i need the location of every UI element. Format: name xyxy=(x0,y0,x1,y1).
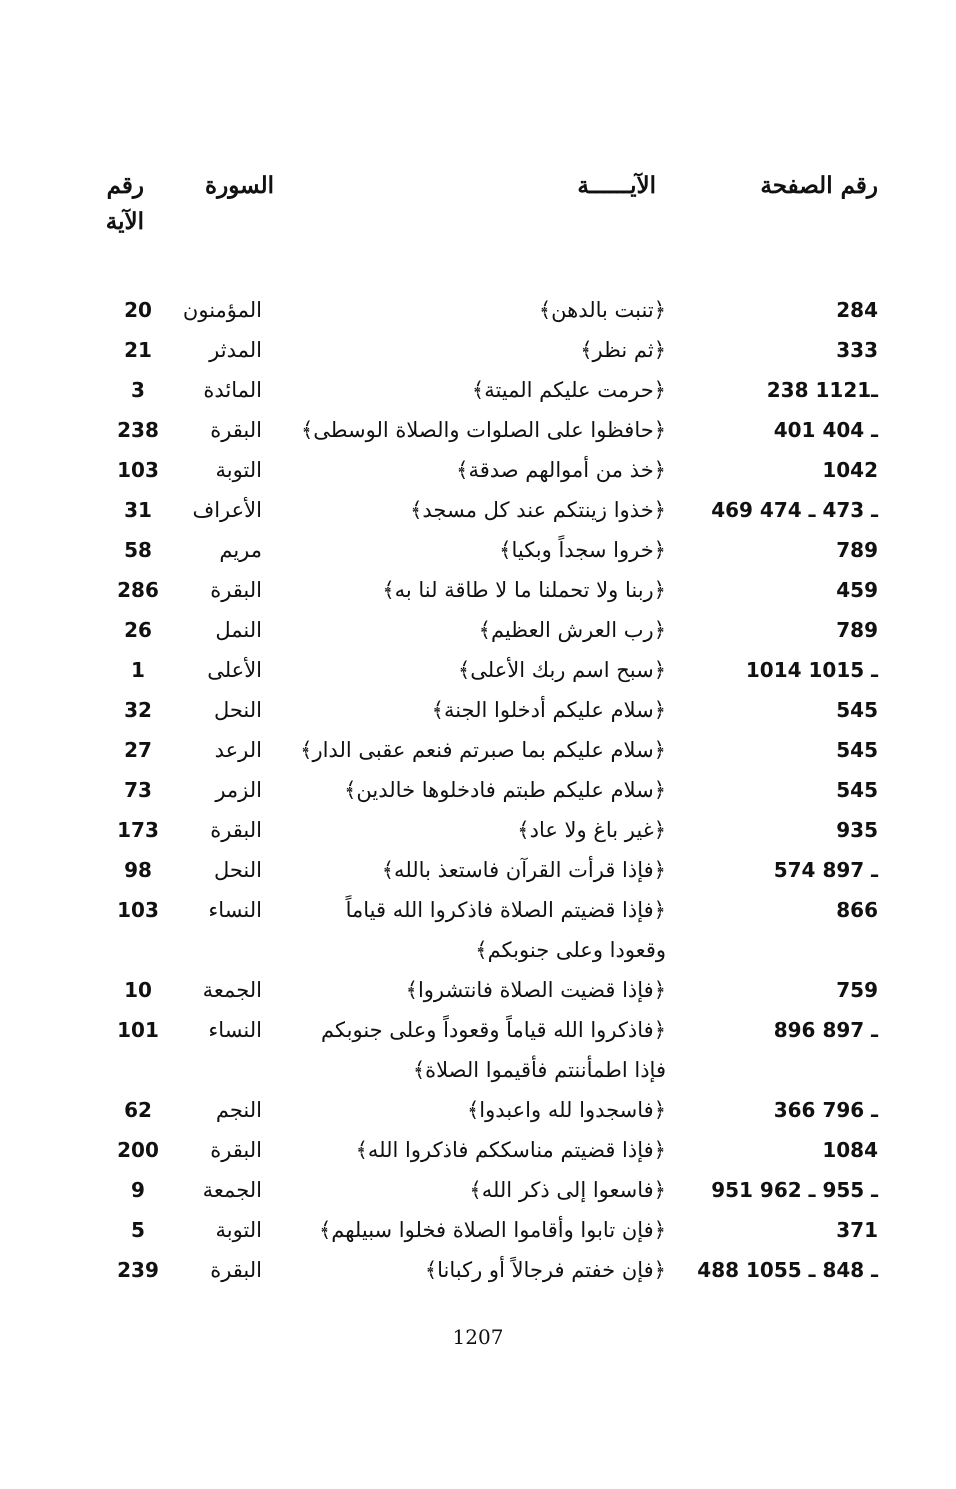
surah-cell: المدثر xyxy=(209,338,262,362)
surah-cell: النساء xyxy=(208,1018,262,1042)
page-number-cell: 333 xyxy=(836,338,878,362)
table-row xyxy=(0,410,956,450)
surah-cell: المؤمنون xyxy=(182,298,262,322)
table-row xyxy=(0,290,956,330)
surah-cell: المائدة xyxy=(203,378,262,402)
verse-number-cell: 20 xyxy=(124,298,152,322)
verse-cell: ﴿سبح اسم ربك الأعلى﴾ xyxy=(457,658,666,682)
page-number-cell: 1042 xyxy=(822,458,878,482)
page-number-cell: 284 xyxy=(836,298,878,322)
verse-cell: ﴿فإن خفتم فرجالاً أو ركبانا﴾ xyxy=(424,1258,666,1282)
page-number-cell: 789 xyxy=(836,538,878,562)
verse-cell: ﴿فإذا قضيتم الصلاة فاذكروا الله قياماً xyxy=(345,898,666,922)
table-row xyxy=(0,690,956,730)
verse-number-cell: 1 xyxy=(131,658,145,682)
table-row xyxy=(0,1010,956,1090)
verse-number-cell: 10 xyxy=(124,978,152,1002)
page-number-cell: 459 xyxy=(836,578,878,602)
verse-number-cell: 26 xyxy=(124,618,152,642)
verse-cell: ﴿سلام عليكم بما صبرتم فنعم عقبى الدار﴾ xyxy=(300,738,666,762)
page-number-cell: 866 xyxy=(836,898,878,922)
page-number-cell: 951 ـ 955 ـ 962 xyxy=(711,1178,878,1202)
verse-number-cell: 238 xyxy=(117,418,159,442)
verse-number-cell: 32 xyxy=(124,698,152,722)
table-row xyxy=(0,1130,956,1170)
verse-number-cell: 58 xyxy=(124,538,152,562)
verse-number-cell: 21 xyxy=(124,338,152,362)
verse-cell: ﴿ثم نظر﴾ xyxy=(580,338,666,362)
table-row xyxy=(0,810,956,850)
verse-number-cell: 9 xyxy=(131,1178,145,1202)
surah-cell: التوبة xyxy=(215,1218,262,1242)
surah-cell: النحل xyxy=(213,858,262,882)
table-row xyxy=(0,490,956,530)
page-number-cell: 935 xyxy=(836,818,878,842)
verse-cell: ﴿حرمت عليكم الميتة﴾ xyxy=(471,378,666,402)
verse-cell: ﴿فاسجدوا لله واعبدوا﴾ xyxy=(467,1098,666,1122)
surah-cell: الجمعة xyxy=(202,1178,262,1202)
page-number-cell: 545 xyxy=(836,738,878,762)
surah-cell: البقرة xyxy=(210,1138,262,1162)
page-number-cell: 1014 ـ 1015 xyxy=(745,658,878,682)
table-row xyxy=(0,850,956,890)
header-surah: السورة xyxy=(205,172,274,199)
verse-cell: ﴿ربنا ولا تحملنا ما لا طاقة لنا به﴾ xyxy=(382,578,666,602)
surah-cell: النجم xyxy=(215,1098,262,1122)
table-row xyxy=(0,970,956,1010)
surah-cell: التوبة xyxy=(215,458,262,482)
verse-cell: ﴿غير باغ ولا عاد﴾ xyxy=(517,818,666,842)
verse-number-cell: 27 xyxy=(124,738,152,762)
verse-number-cell: 286 xyxy=(117,578,159,602)
verse-number-cell: 103 xyxy=(117,898,159,922)
verse-number-cell: 98 xyxy=(124,858,152,882)
verse-cell: ﴿فإذا قضيتم مناسككم فاذكروا الله﴾ xyxy=(355,1138,666,1162)
verse-cell: ﴿رب العرش العظيم﴾ xyxy=(478,618,666,642)
verse-cell: ﴿خروا سجداً وبكيا﴾ xyxy=(499,538,666,562)
page-number-cell: 574 ـ 897 xyxy=(773,858,878,882)
verse-number-cell: 3 xyxy=(131,378,145,402)
header-verse-number: رقم الآية xyxy=(105,172,144,235)
surah-cell: الجمعة xyxy=(202,978,262,1002)
verse-number-cell: 200 xyxy=(117,1138,159,1162)
surah-cell: النساء xyxy=(208,898,262,922)
page-number-cell: 1084 xyxy=(822,1138,878,1162)
page-number-cell: 469 ـ 473 ـ 474 xyxy=(711,498,878,522)
verse-cell: ﴿فإن تابوا وأقاموا الصلاة فخلوا سبيلهم﴾ xyxy=(318,1218,666,1242)
verse-number-cell: 31 xyxy=(124,498,152,522)
verse-cell: ﴿تنبت بالدهن﴾ xyxy=(538,298,666,322)
page-number-cell: 371 xyxy=(836,1218,878,1242)
table-row xyxy=(0,1170,956,1210)
surah-cell: النحل xyxy=(213,698,262,722)
page-number-cell: 789 xyxy=(836,618,878,642)
verse-number-cell: 173 xyxy=(117,818,159,842)
verse-number-cell: 239 xyxy=(117,1258,159,1282)
surah-cell: الأعراف xyxy=(192,498,262,522)
surah-cell: الزمر xyxy=(215,778,262,802)
verse-cell: ﴿خذ من أموالهم صدقة﴾ xyxy=(456,458,666,482)
verse-cell-continuation: فإذا اطمأننتم فأقيموا الصلاة﴾ xyxy=(412,1058,666,1082)
table-row xyxy=(0,330,956,370)
surah-cell: مريم xyxy=(219,538,262,562)
surah-cell: الأعلى xyxy=(207,658,262,682)
table-row xyxy=(0,890,956,970)
table-row xyxy=(0,570,956,610)
page-number-cell: 238 ـ1121 xyxy=(766,378,878,402)
page-number-cell: 896 ـ 897 xyxy=(773,1018,878,1042)
table-row xyxy=(0,370,956,410)
verse-number-cell: 101 xyxy=(117,1018,159,1042)
table-row xyxy=(0,770,956,810)
table-row xyxy=(0,650,956,690)
surah-cell: النمل xyxy=(215,618,262,642)
page-number-cell: 759 xyxy=(836,978,878,1002)
page-number-cell: 488 ـ 848 ـ 1055 xyxy=(697,1258,878,1282)
header-page-number: رقم الصفحة xyxy=(760,172,878,199)
verse-cell: ﴿حافظوا على الصلوات والصلاة الوسطى﴾ xyxy=(301,418,666,442)
verse-cell: ﴿سلام عليكم أدخلوا الجنة﴾ xyxy=(431,698,666,722)
verse-cell: ﴿فاذكروا الله قياماً وقعوداً وعلى جنوبكم xyxy=(321,1018,666,1042)
page-number: 1207 xyxy=(452,1325,504,1349)
surah-cell: البقرة xyxy=(210,1258,262,1282)
surah-cell: البقرة xyxy=(210,418,262,442)
verse-number-cell: 5 xyxy=(131,1218,145,1242)
header-verse: الآيــــــة xyxy=(577,172,656,199)
table-header xyxy=(0,168,956,248)
table-row xyxy=(0,450,956,490)
table-row xyxy=(0,730,956,770)
table-row xyxy=(0,1090,956,1130)
verse-number-cell: 103 xyxy=(117,458,159,482)
table-body xyxy=(0,290,956,1290)
verse-cell: ﴿خذوا زينتكم عند كل مسجد﴾ xyxy=(410,498,666,522)
table-row xyxy=(0,1250,956,1290)
verse-cell: ﴿سلام عليكم طبتم فادخلوها خالدين﴾ xyxy=(344,778,666,802)
verse-cell-continuation: وقعودا وعلى جنوبكم﴾ xyxy=(475,938,666,962)
page-number-cell: 401 ـ 404 xyxy=(773,418,878,442)
verse-cell: ﴿فإذا قضيت الصلاة فانتشروا﴾ xyxy=(405,978,666,1002)
page-number-cell: 545 xyxy=(836,778,878,802)
surah-cell: البقرة xyxy=(210,818,262,842)
table-row xyxy=(0,530,956,570)
table-row xyxy=(0,1210,956,1250)
surah-cell: البقرة xyxy=(210,578,262,602)
page-number-cell: 545 xyxy=(836,698,878,722)
verse-number-cell: 73 xyxy=(124,778,152,802)
verse-number-cell: 62 xyxy=(124,1098,152,1122)
table-row xyxy=(0,610,956,650)
surah-cell: الرعد xyxy=(214,738,262,762)
page-number-cell: 366 ـ 796 xyxy=(773,1098,878,1122)
verse-cell: ﴿فاسعوا إلى ذكر الله﴾ xyxy=(469,1178,666,1202)
verse-cell: ﴿فإذا قرأت القرآن فاستعذ بالله﴾ xyxy=(381,858,666,882)
